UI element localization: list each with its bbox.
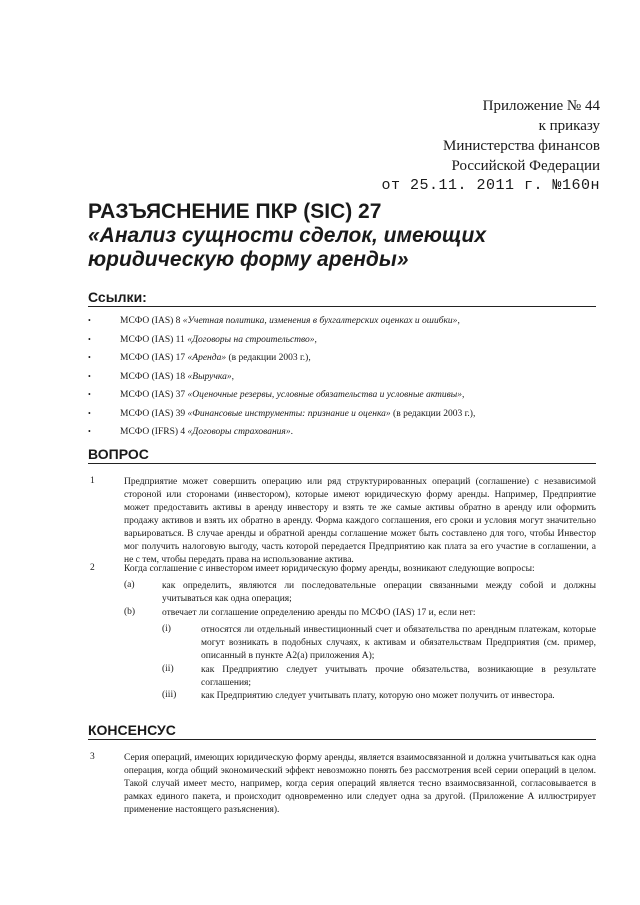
- bullet-icon: •: [88, 334, 91, 344]
- title-main: РАЗЪЯСНЕНИЕ ПКР (SIC) 27: [88, 200, 382, 223]
- reference-item: [88, 349, 598, 368]
- paragraph-text: Когда соглашение с инвестором имеет юридическую форму аренды, возникают следующие вопросы:: [124, 564, 535, 574]
- item-text: как определить, являются ли последовательные операции связанными между собой и должны учитываться как одна операция;: [162, 581, 596, 604]
- reference-text: МСФО (IAS) 39 «Финансовые инструменты: признание и оценка» (в редакции 2003 г.),: [120, 408, 476, 419]
- subitem-label: (ii): [162, 664, 174, 674]
- reference-item: [88, 312, 598, 331]
- references-heading: Ссылки:: [88, 289, 596, 307]
- paragraph-number: 3: [90, 752, 95, 762]
- reference-text: МСФО (IAS) 8 «Учетная политика, изменения в бухгалтерских оценках и ошибки»,: [120, 316, 460, 326]
- reference-item: [88, 386, 598, 405]
- references-list: [88, 312, 598, 442]
- ministry-name: Министерства финансов: [443, 138, 600, 154]
- item-text: отвечает ли соглашение определению аренды по МСФО (IAS) 17 и, если нет:: [162, 608, 476, 618]
- subitem-label: (iii): [162, 690, 177, 700]
- page-title: [88, 200, 608, 272]
- paragraph-text: Предприятие может совершить операцию или ряд структурированных операций (соглашение) с независимой стороной или сторонами (инвестором), которые имеют юридическую форму аренды. Например, Предприятие может предоставить активы в аренду инвестору и взять те же самые активы обратно в аренду или оформить продажу активов и взять их обратно в аренду. Форма каждого соглашения, его сроки и условия могут значительно варьироваться. В случае аренды и обратной аренды соглашение может быть составлено для того, чтобы Инвестор мог получить налоговую выгоду, часть которой передается Предприятию как плата за его участие в соглашении, а не с тем, чтобы передать права на использование актива.: [124, 477, 596, 565]
- consensus-heading: КОНСЕНСУС: [88, 722, 596, 740]
- title-subtitle: «Анализ сущности сделок, имеющих юридическую форму аренды»: [88, 224, 487, 271]
- subitem-text: относятся ли отдельный инвестиционный счет и обязательства по арендным платежам, которые могут возникать в подобных случаях, к активам и обязательствам Предприятия (см. пример, описанный в пункте А2(а) приложения А);: [201, 625, 596, 661]
- reference-item: [88, 368, 598, 387]
- reference-item: [88, 405, 598, 424]
- bullet-icon: •: [88, 390, 91, 399]
- order-ref: к приказу: [538, 118, 600, 134]
- reference-text: МСФО (IAS) 18 «Выручка»,: [120, 371, 234, 382]
- order-date: от 25.11. 2011 г. №160н: [381, 177, 600, 194]
- question-heading: ВОПРОС: [88, 446, 596, 464]
- bullet-icon: •: [88, 427, 91, 436]
- item-label: (а): [124, 580, 135, 590]
- country-name: Российской Федерации: [451, 158, 600, 174]
- bullet-icon: •: [88, 371, 91, 381]
- reference-text: МСФО (IAS) 11 «Договоры на строительство»,: [120, 334, 317, 345]
- appendix-header: [381, 96, 600, 196]
- item-label: (b): [124, 607, 136, 617]
- bullet-icon: •: [88, 408, 91, 418]
- paragraph-number: 1: [90, 476, 95, 486]
- bullet-icon: •: [88, 353, 91, 362]
- subitem-label: (i): [162, 624, 171, 634]
- paragraph-number: 2: [90, 563, 95, 573]
- reference-text: МСФО (IAS) 37 «Оценочные резервы, условные обязательства и условные активы»,: [120, 390, 465, 400]
- reference-text: МСФО (IAS) 17 «Аренда» (в редакции 2003 г.),: [120, 353, 311, 363]
- subitem-text: как Предприятию следует учитывать прочие обязательства, возникающие в результате соглашения;: [201, 665, 596, 688]
- reference-text: МСФО (IFRS) 4 «Договоры страхования».: [120, 427, 293, 437]
- reference-item: [88, 423, 598, 442]
- paragraph-text: Серия операций, имеющих юридическую форму аренды, является взаимосвязанной и должна учитываться как одна операция, когда общий экономический эффект невозможно понять без рассмотрения всей серии операций в целом. Такой случай имеет место, например, когда серия операций является тесно взаимосвязанной, согласовывается в рамках единого пакета, и происходит одновременно или следует одна за другой. (Приложение А иллюстрирует применение настоящего разъяснения).: [124, 753, 596, 815]
- subitem-text: как Предприятию следует учитывать плату, которую оно может получить от инвестора.: [201, 691, 555, 701]
- bullet-icon: •: [88, 316, 91, 325]
- appendix-number: Приложение № 44: [482, 98, 600, 114]
- reference-item: [88, 331, 598, 350]
